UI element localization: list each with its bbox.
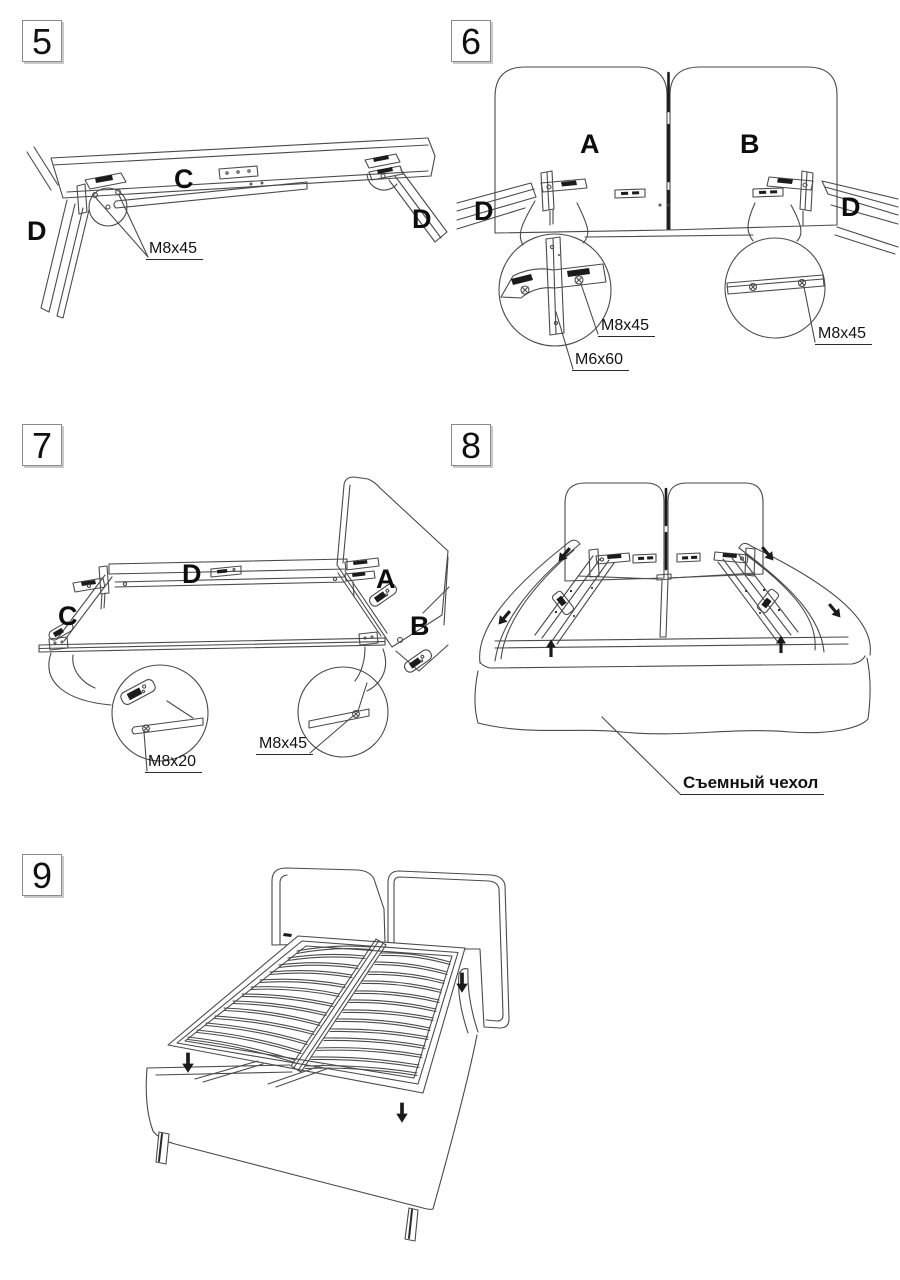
part-label-a: A <box>376 564 396 594</box>
step-8-drawing <box>450 455 900 817</box>
step-7-drawing <box>15 455 450 833</box>
detail-circle-left <box>49 653 208 761</box>
step-5-drawing <box>15 128 447 340</box>
bar-detail <box>727 275 824 294</box>
headboard-panel-a <box>565 483 664 581</box>
frame-edge <box>27 147 58 190</box>
hardware-callout-m8x45: M8x45 <box>146 240 203 260</box>
leader-line <box>602 717 680 794</box>
mounting-plate <box>615 188 783 206</box>
down-arrow-icon <box>758 544 777 564</box>
part-label-c: C <box>174 164 194 194</box>
side-rail-d-left <box>41 200 89 318</box>
part-label-d-left: D <box>27 216 47 246</box>
hardware-callout-m8x45: M8x45 <box>598 317 655 337</box>
corner-bracket-right <box>767 171 813 225</box>
center-post <box>657 574 671 637</box>
part-label-c: C <box>58 601 78 631</box>
support-bar <box>114 182 307 208</box>
hardware-callout-m8x45: M8x45 <box>815 325 872 345</box>
cover-front-rail <box>480 637 865 668</box>
step-number-6: 6 <box>451 20 491 62</box>
bed-leg-left <box>156 1132 169 1164</box>
up-arrow-icon <box>546 640 556 658</box>
step-number-5: 5 <box>22 20 62 62</box>
corner-bracket-right <box>365 154 403 190</box>
part-label-d-right: D <box>412 204 432 234</box>
corner-bracket-left <box>541 171 587 225</box>
part-label-a: A <box>580 129 600 159</box>
back-rail-d <box>109 559 347 587</box>
step-number-8: 8 <box>451 424 491 466</box>
bed-leg-right <box>405 1208 418 1241</box>
down-arrow-icon <box>456 973 468 993</box>
part-label-d: D <box>182 559 202 589</box>
down-arrow-icon <box>825 601 844 621</box>
hardware-callout-m8x20: M8x20 <box>145 753 202 773</box>
step-number-7: 7 <box>22 424 62 466</box>
step-9-drawing <box>100 853 800 1277</box>
down-arrow-icon <box>555 545 574 565</box>
inner-rail-right <box>718 555 798 641</box>
part-label-b: B <box>740 129 760 159</box>
cover-label: Съемный чехол <box>680 773 824 795</box>
part-label-b: B <box>410 611 430 641</box>
step-6-drawing <box>455 33 900 405</box>
down-arrow-icon <box>182 1053 194 1073</box>
cover-skirt <box>475 658 870 734</box>
front-rail <box>39 632 385 652</box>
headboard-panel-b <box>668 483 763 578</box>
corner-bracket-left <box>589 549 630 577</box>
hardware-callout-m6x60: M6x60 <box>572 351 629 371</box>
step-number-9: 9 <box>22 854 62 896</box>
part-label-d-left: D <box>474 196 494 226</box>
part-label-d-right: D <box>841 192 861 222</box>
down-arrow-icon <box>396 1103 408 1123</box>
headboard-panel-left <box>272 868 385 945</box>
hardware-callout-m8x45: M8x45 <box>256 735 313 755</box>
slat-base <box>168 933 465 1093</box>
inner-rail-left <box>535 556 614 644</box>
corner-bracket-left <box>77 173 127 226</box>
